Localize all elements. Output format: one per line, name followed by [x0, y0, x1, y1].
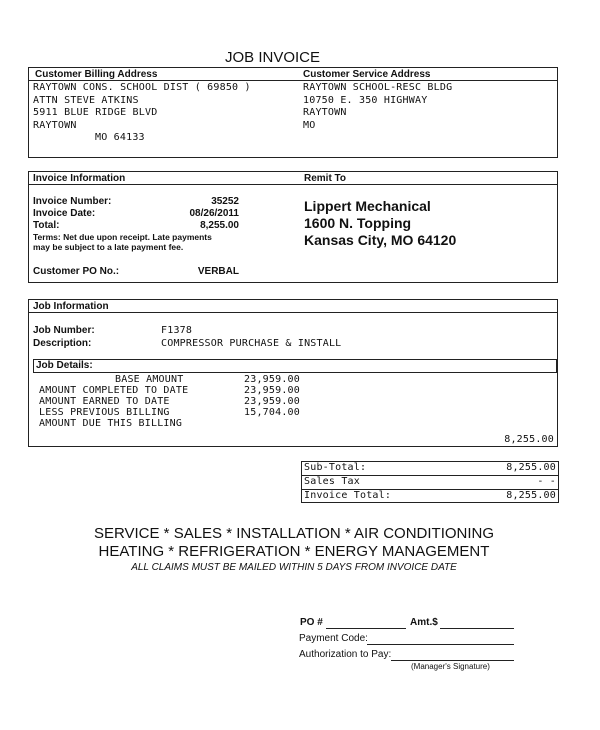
totals-label: Invoice Total: [304, 490, 392, 501]
detail-label: AMOUNT DUE THIS BILLING [39, 418, 183, 429]
billing-line: RAYTOWN CONS. SCHOOL DIST ( 69850 ) [33, 82, 251, 93]
totals-value: 8,255.00 [506, 462, 556, 473]
service-line: RAYTOWN SCHOOL-RESC BLDG [303, 82, 453, 93]
billing-address-block [33, 82, 251, 145]
services-line-1: SERVICE * SALES * INSTALLATION * AIR CONDITIONING [93, 525, 495, 542]
invoice-total-value: 8,255.00 [200, 220, 239, 231]
job-number-value: F1378 [161, 325, 193, 336]
service-line: MO [303, 119, 316, 131]
payment-code-line[interactable] [367, 644, 514, 645]
billing-line: MO 64133 [95, 132, 145, 143]
job-number-label: Job Number: [33, 325, 95, 336]
job-details-header: Job Details: [36, 360, 93, 371]
billing-line: RAYTOWN [33, 119, 77, 131]
payment-code-label: Payment Code: [299, 633, 368, 644]
detail-label: LESS PREVIOUS BILLING [39, 407, 170, 418]
services-line-2: HEATING * REFRIGERATION * ENERGY MANAGEMENT [98, 543, 490, 560]
totals-row [302, 490, 558, 503]
service-line: 10750 E. 350 HIGHWAY [303, 94, 428, 106]
remit-street: 1600 N. Topping [304, 215, 412, 231]
job-header-divider [29, 312, 557, 313]
detail-value: 23,959.00 [244, 385, 300, 396]
amt-line[interactable] [440, 628, 514, 629]
customer-po-value: VERBAL [197, 266, 239, 277]
totals-value: - - [537, 476, 556, 487]
invoice-terms: Terms: Net due upon receipt. Late payments may be subject to a late payment fee. [33, 232, 212, 252]
remit-to-header: Remit To [304, 173, 347, 184]
authorization-label: Authorization to Pay: [299, 649, 392, 660]
signature-label: (Manager's Signature) [411, 662, 490, 671]
invoice-header-divider [29, 184, 557, 185]
job-details-table [29, 374, 329, 438]
totals-row [302, 476, 558, 490]
invoice-info-header: Invoice Information [33, 173, 126, 184]
table-row [29, 418, 329, 431]
invoice-info-box [28, 171, 558, 283]
remit-city: Kansas City, MO 64120 [304, 232, 457, 248]
job-description-value: COMPRESSOR PURCHASE & INSTALL [161, 338, 342, 349]
totals-value: 8,255.00 [506, 490, 556, 501]
amt-label: Amt.$ [410, 617, 438, 628]
service-address-block [303, 82, 452, 132]
billing-address-header: Customer Billing Address [35, 69, 158, 80]
customer-po-label: Customer PO No.: [33, 266, 120, 277]
po-label: PO # [300, 617, 323, 628]
detail-value: 23,959.00 [244, 374, 300, 385]
totals-label: Sub-Total: [304, 462, 367, 473]
invoice-date-label: Invoice Date: [33, 208, 96, 219]
service-line: RAYTOWN [303, 107, 347, 118]
job-details-header-box [33, 359, 557, 373]
amount-due-total: 8,255.00 [504, 434, 554, 445]
page-title: JOB INVOICE [224, 49, 321, 66]
invoice-total-label: Total: [33, 220, 60, 231]
billing-line: 5911 BLUE RIDGE BLVD [33, 107, 158, 118]
detail-value: 23,959.00 [244, 396, 300, 407]
remit-name: Lippert Mechanical [304, 198, 431, 214]
invoice-number-label: Invoice Number: [33, 196, 112, 207]
billing-line: ATTN STEVE ATKINS [33, 94, 139, 106]
job-info-header: Job Information [33, 301, 109, 312]
claims-note: ALL CLAIMS MUST BE MAILED WITHIN 5 DAYS FROM INVOICE DATE [131, 562, 457, 573]
totals-box [301, 461, 559, 503]
totals-row [302, 462, 558, 476]
invoice-number-value: 35252 [211, 196, 239, 207]
detail-label: AMOUNT EARNED TO DATE [39, 396, 170, 407]
job-info-box [28, 299, 558, 447]
detail-label: BASE AMOUNT [115, 374, 184, 385]
invoice-date-value: 08/26/2011 [189, 208, 239, 219]
authorization-line[interactable] [391, 660, 514, 661]
detail-value: 15,704.00 [244, 407, 300, 418]
job-description-label: Description: [33, 338, 92, 349]
address-header-divider [29, 80, 557, 81]
po-line[interactable] [326, 628, 406, 629]
detail-label: AMOUNT COMPLETED TO DATE [39, 385, 189, 396]
totals-label: Sales Tax [304, 476, 360, 487]
address-box [28, 67, 558, 158]
service-address-header: Customer Service Address [303, 69, 431, 80]
